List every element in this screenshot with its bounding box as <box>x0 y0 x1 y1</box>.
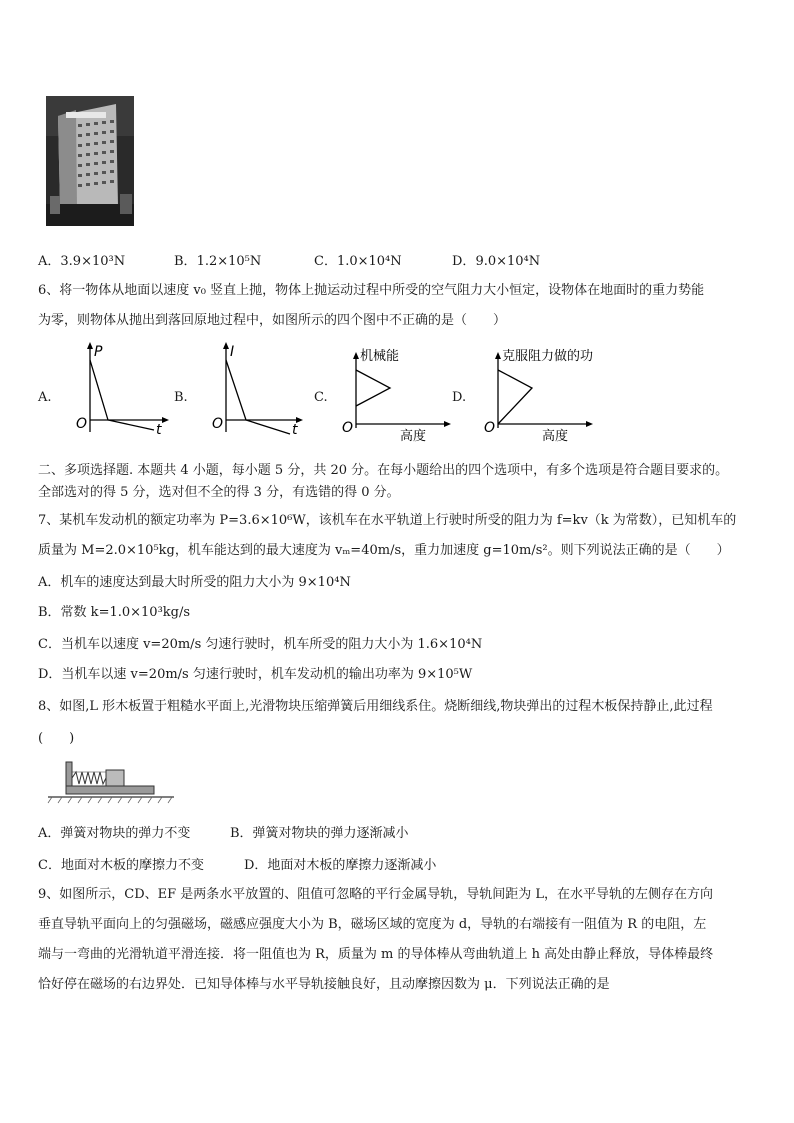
q7-stem-line1: 7、某机车发动机的额定功率为 P=3.6×10⁶W，该机车在水平轨道上行驶时所受的阻力为 f=kv（k 为常数），已知机车的 <box>38 513 737 528</box>
q6-graph-c <box>338 344 458 444</box>
q6-graph-d-letter: D. <box>452 390 467 405</box>
q9-stem-line2: 垂直导轨平面向上的匀强磁场，磁感应强度大小为 B，磁场区域的宽度为 d，导轨的右端接有一阻值为 R 的电阻，左 <box>38 917 707 932</box>
q5-option-c: C．1.0×10⁴N <box>314 254 402 269</box>
q6-graph-d-ylabel: 克服阻力做的功 <box>502 349 594 364</box>
q7-option-c: C．当机车以速度 v=20m/s 匀速行驶时，机车所受的阻力大小为 1.6×10⁴N <box>38 637 483 652</box>
q8-option-a: A．弹簧对物块的弹力不变 <box>38 826 191 841</box>
q5-option-d: D．9.0×10⁴N <box>452 254 541 269</box>
q6-graph-b-xlabel: t <box>292 422 298 438</box>
q6-graph-d <box>480 344 630 444</box>
q7-option-d: D．当机车以速 v=20m/s 匀速行驶时，机车发动机的输出功率为 9×10⁵W <box>38 667 473 682</box>
q6-graph-a-ylabel: P <box>94 344 103 360</box>
q6-graph-a-xlabel: t <box>156 422 162 438</box>
q6-graph-c-origin: O <box>342 420 354 436</box>
q9-stem-line1: 9、如图所示，CD、EF 是两条水平放置的、阻值可忽略的平行金属导轨，导轨间距为 L，在水平导轨的左侧存在方向 <box>38 887 714 902</box>
q6-graph-a-letter: A. <box>38 390 52 405</box>
q6-graph-b-origin: O <box>212 416 224 432</box>
q8-option-c: C．地面对木板的摩擦力不变 <box>38 858 204 873</box>
q9-stem-line4: 恰好停在磁场的右边界处．已知导体棒与水平导轨接触良好，且动摩擦因数为 μ．下列说法正确的是 <box>38 977 610 992</box>
q8-option-d: D．地面对木板的摩擦力逐渐减小 <box>244 858 437 873</box>
q6-stem-line2: 为零，则物体从抛出到落回原地过程中，如图所示的四个图中不正确的是（ ） <box>38 313 507 328</box>
q8-stem-line2: ( ) <box>38 731 75 746</box>
q8-spring-board-figure <box>46 760 176 806</box>
section2-heading-line1: 二、多项选择题. 本题共 4 小题，每小题 5 分，共 20 分。在每小题给出的四个选项中，有多个选项是符合题目要求的。 <box>38 463 729 478</box>
section2-heading-line2: 全部选对的得 5 分，选对但不全的得 3 分，有选错的得 0 分。 <box>38 485 400 500</box>
q6-graph-d-origin: O <box>484 420 496 436</box>
q6-graph-c-letter: C. <box>314 390 328 405</box>
q9-stem-line3: 端与一弯曲的光滑轨道平滑连接．将一阻值也为 R，质量为 m 的导体棒从弯曲轨道上 h 高处由静止释放，导体棒最终 <box>38 947 714 962</box>
q7-stem-line2: 质量为 M=2.0×10⁵kg，机车能达到的最大速度为 vₘ=40m/s，重力加速度 g=10m/s²。则下列说法正确的是（ ） <box>38 543 730 558</box>
q6-graph-c-ylabel: 机械能 <box>360 349 400 364</box>
q6-stem-line1: 6、将一物体从地面以速度 v₀ 竖直上抛，物体上抛运动过程中所受的空气阻力大小恒定，设物体在地面时的重力势能 <box>38 283 705 298</box>
q5-option-b: B．1.2×10⁵N <box>174 254 262 269</box>
q5-option-a: A．3.9×10³N <box>38 254 126 269</box>
q7-option-a: A．机车的速度达到最大时所受的阻力大小为 9×10⁴N <box>38 575 351 590</box>
q8-option-b: B．弹簧对物块的弹力逐渐减小 <box>230 826 409 841</box>
q6-graph-c-xlabel: 高度 <box>400 429 427 444</box>
q6-graph-a-origin: O <box>76 416 88 432</box>
q6-graph-d-xlabel: 高度 <box>542 429 569 444</box>
q6-graph-b <box>206 340 306 440</box>
q6-graph-b-letter: B. <box>174 390 188 405</box>
q7-option-b: B．常数 k=1.0×10³kg/s <box>38 605 191 620</box>
q8-stem-line1: 8、如图,L 形木板置于粗糙水平面上,光滑物块压缩弹簧后用细线系住。烧断细线,物块弹出的过程木板保持静止,此过程 <box>38 699 713 714</box>
building-photo <box>46 96 134 226</box>
q6-graph-a <box>72 340 172 440</box>
q6-graph-b-ylabel: I <box>230 344 235 360</box>
